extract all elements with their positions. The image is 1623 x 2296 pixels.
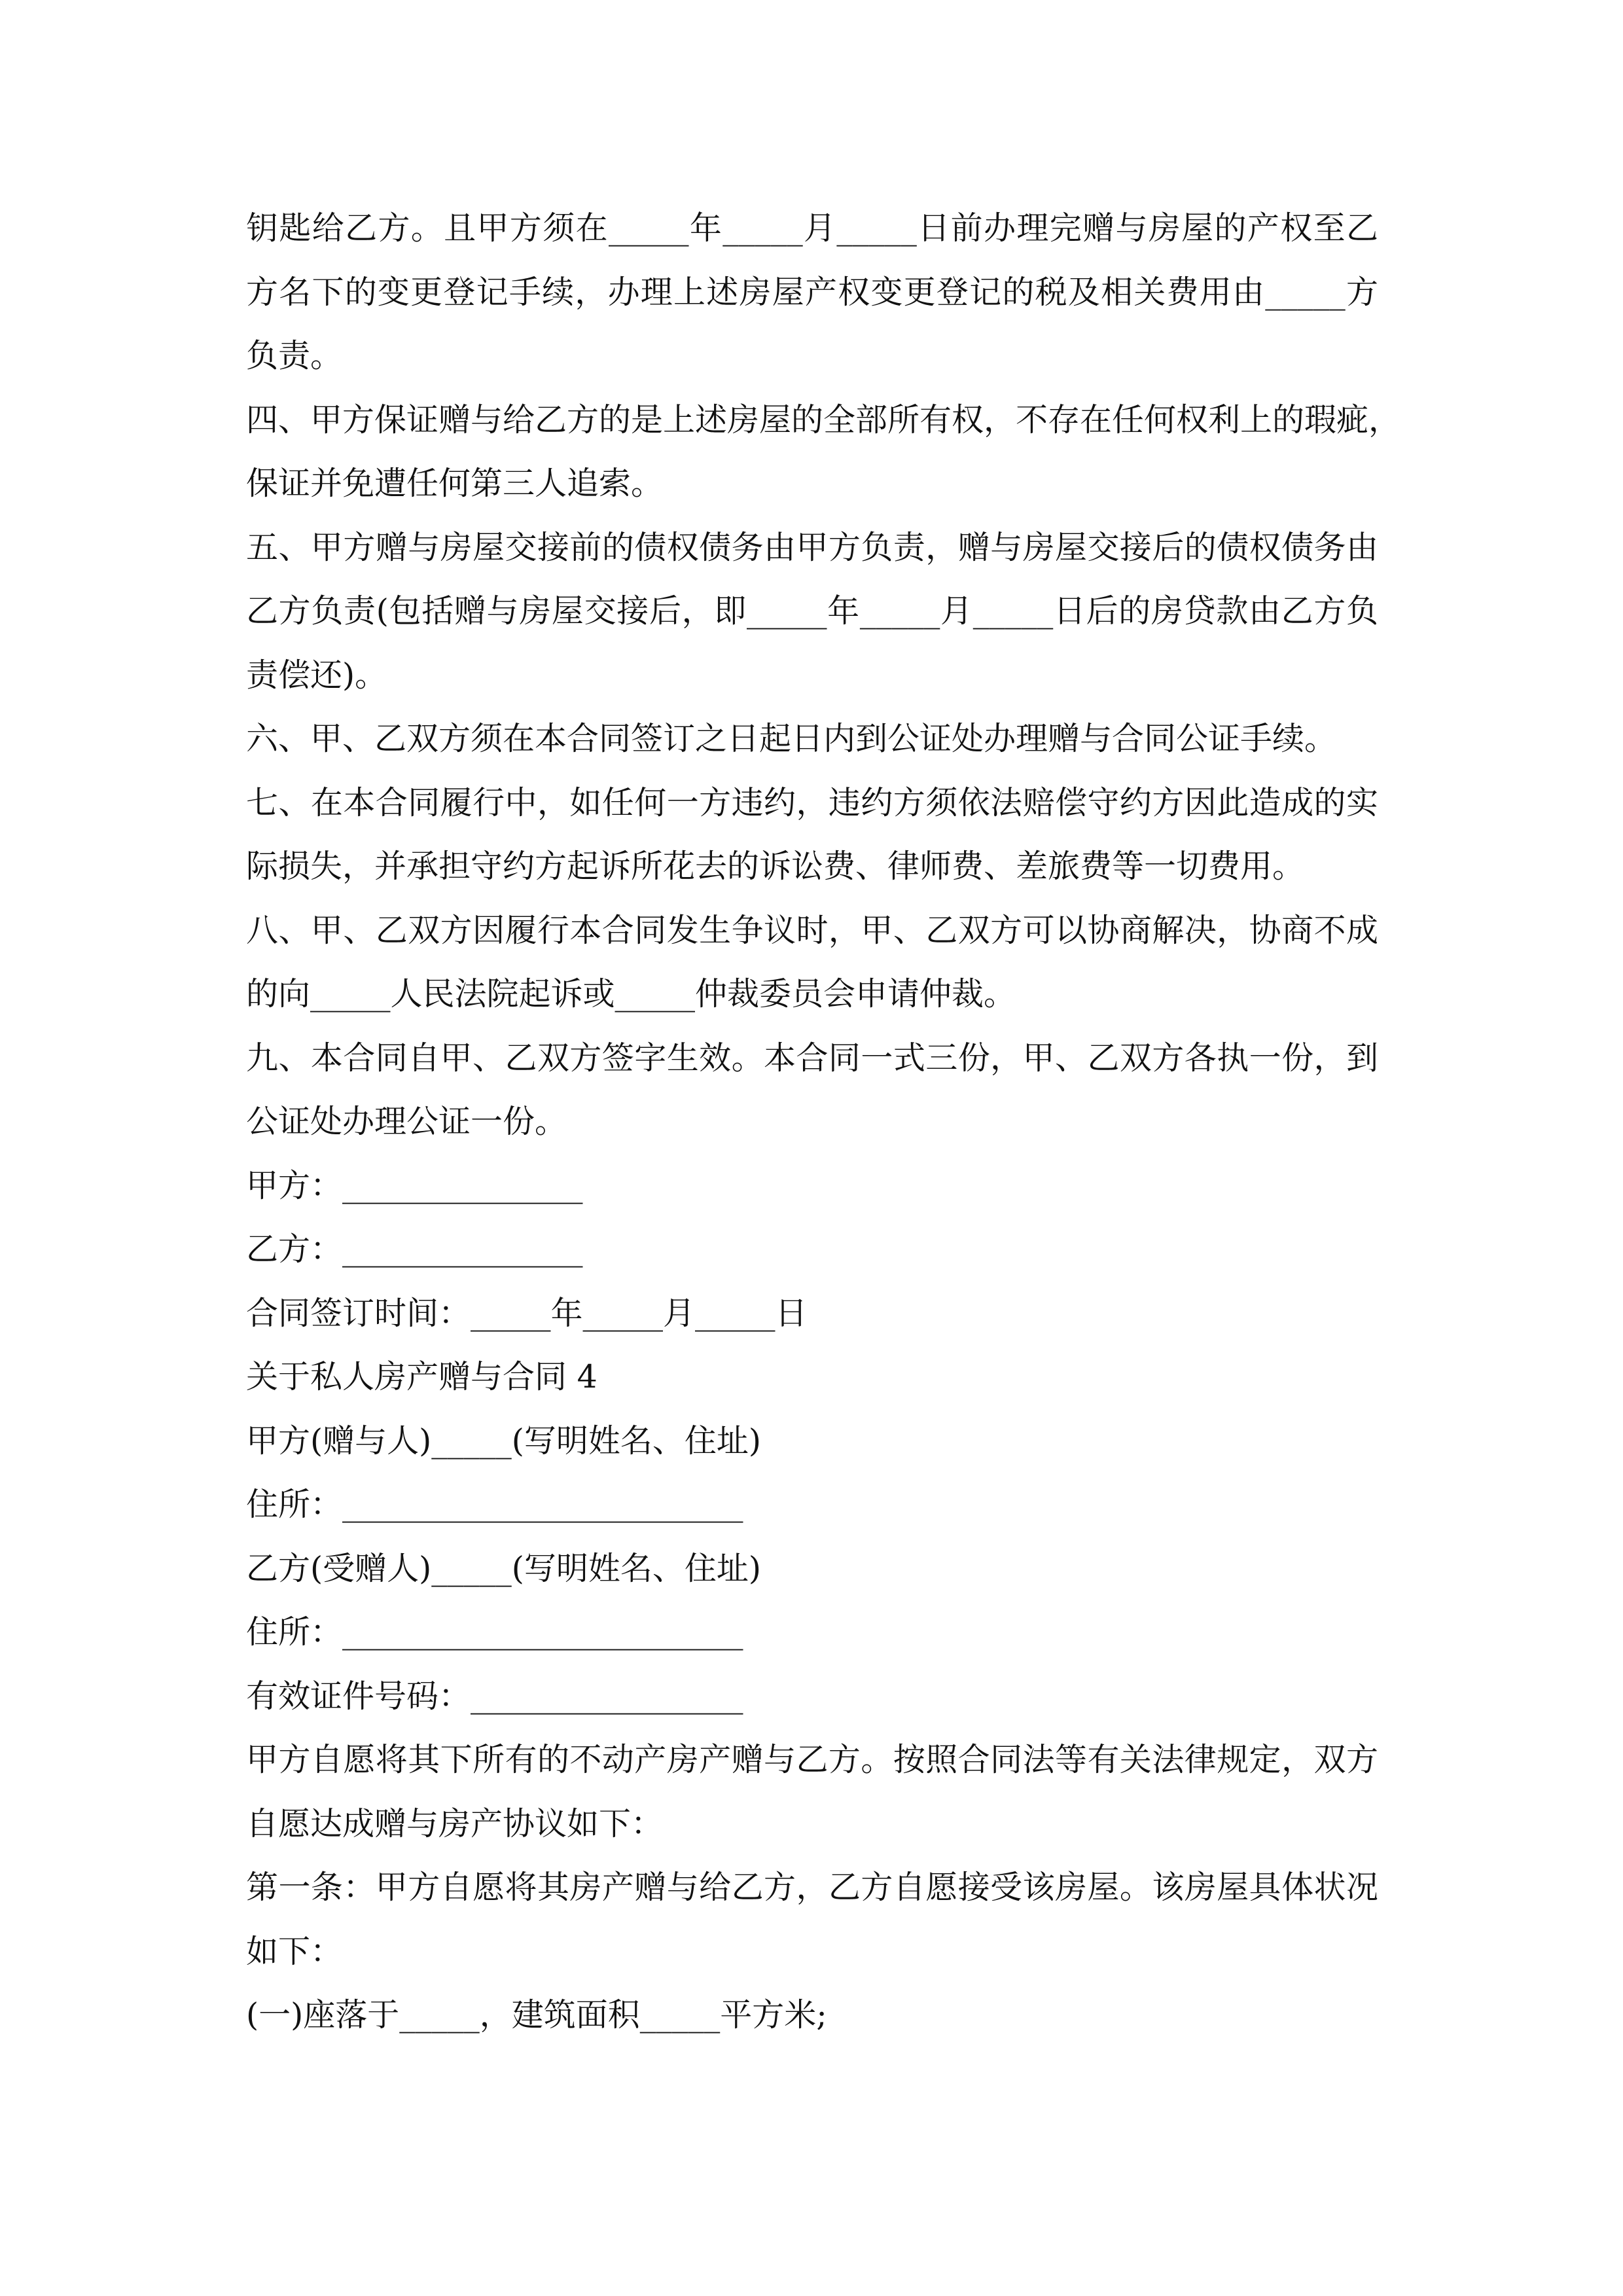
clause-5: 五、甲方赠与房屋交接前的债权债务由甲方负责，赠与房屋交接后的债权债务由 xyxy=(246,528,1378,566)
party-b-signature-line: 乙方：_______________ xyxy=(246,1230,583,1268)
clause-6: 六、甲、乙双方须在本合同签订之日起日内到公证处办理赠与合同公证手续。 xyxy=(246,720,1337,757)
property-location-line: (一)座落于_____，建筑面积_____平方米; xyxy=(246,1996,827,2034)
text-line: 钥匙给乙方。且甲方须在_____年_____月_____日前办理完赠与房屋的产权至乙 xyxy=(246,209,1378,247)
text-line: 自愿达成赠与房产协议如下： xyxy=(246,1804,664,1842)
text-line: 际损失，并承担守约方起诉所花去的诉讼费、律师费、差旅费等一切费用。 xyxy=(246,848,1305,885)
text-line: 如下： xyxy=(246,1932,343,1970)
party-a-signature-line: 甲方：_______________ xyxy=(246,1166,583,1204)
text-line: 甲方自愿将其下所有的不动产房产赠与乙方。按照合同法等有关法律规定，双方 xyxy=(246,1741,1378,1778)
donor-line: 甲方(赠与人)_____(写明姓名、住址) xyxy=(246,1422,761,1460)
donee-address-line: 住所：_________________________ xyxy=(246,1613,743,1651)
clause-4: 四、甲方保证赠与给乙方的是上述房屋的全部所有权，不存在任何权利上的瑕疵， xyxy=(246,401,1401,439)
signing-date-line: 合同签订时间：_____年_____月_____日 xyxy=(246,1294,808,1332)
section-title: 关于私人房产赠与合同 4 xyxy=(246,1358,597,1395)
text-line: 保证并免遭任何第三人追索。 xyxy=(246,465,664,502)
clause-7: 七、在本合同履行中，如任何一方违约，违约方须依法赔偿守约方因此造成的实 xyxy=(246,783,1378,821)
clause-8: 八、甲、乙双方因履行本合同发生争议时，甲、乙双方可以协商解决，协商不成 xyxy=(246,911,1378,949)
donee-line: 乙方(受赠人)_____(写明姓名、住址) xyxy=(246,1549,761,1587)
article-1: 第一条：甲方自愿将其房产赠与给乙方，乙方自愿接受该房屋。该房屋具体状况 xyxy=(246,1869,1378,1906)
text-line: 公证处办理公证一份。 xyxy=(246,1103,567,1140)
donor-address-line: 住所：_________________________ xyxy=(246,1486,743,1523)
document-page xyxy=(246,196,1401,2047)
text-line: 乙方负责(包括赠与房屋交接后，即_____年_____月_____日后的房贷款由乙方负 xyxy=(246,592,1378,630)
id-number-line: 有效证件号码：_________________ xyxy=(246,1677,743,1715)
text-line: 方名下的变更登记手续，办理上述房屋产权变更登记的税及相关费用由_____方 xyxy=(246,273,1378,311)
text-line: 的向_____人民法院起诉或_____仲裁委员会申请仲裁。 xyxy=(246,975,1016,1013)
clause-9: 九、本合同自甲、乙双方签字生效。本合同一式三份，甲、乙双方各执一份，到 xyxy=(246,1039,1378,1077)
text-line: 责偿还)。 xyxy=(246,656,387,694)
text-line: 负责。 xyxy=(246,337,343,374)
